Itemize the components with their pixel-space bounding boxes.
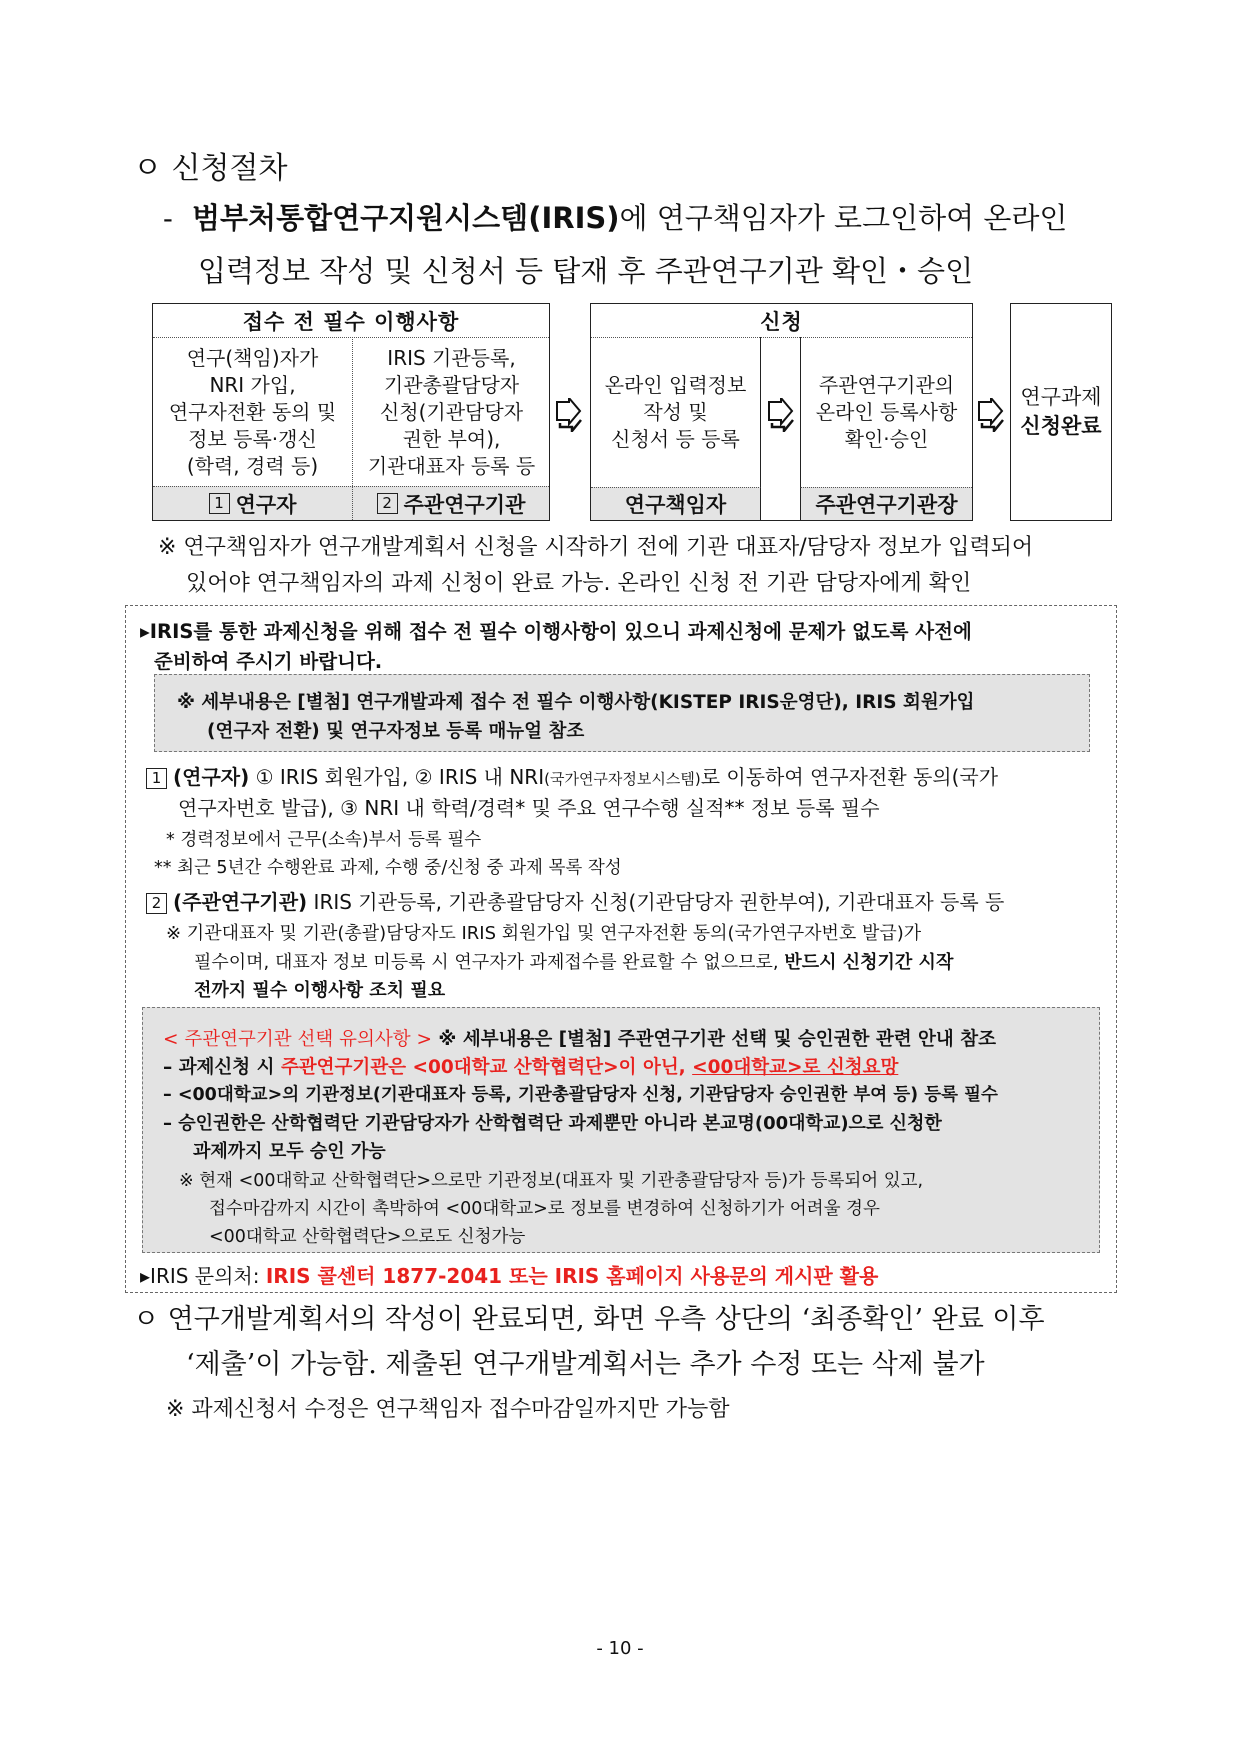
manual-reference-box (154, 674, 1090, 752)
section-heading: ㅇ 신청절차 (133, 151, 288, 186)
flow-step-text: IRIS 기관등록, 기관총괄담당자 신청(기관담당자 권한 부여), 기관대표자 등록 등 (367, 345, 536, 478)
notice-line: 준비하여 주시기 바랍니다. (154, 650, 383, 673)
flow-arrow-icon (976, 398, 1004, 436)
flow-group-title: 신청 (591, 304, 972, 338)
flow-complete-line2: 신청완료 (1020, 414, 1102, 438)
item-label: (연구자) (173, 765, 250, 789)
flow-step-text: 연구(책임)자가 NRI 가입, 연구자전환 동의 및 정보 등록·갱신 (학력, 경력 등) (168, 345, 337, 478)
procedure-line-1 (163, 196, 1067, 237)
flow-step-text: 주관연구기관의 온라인 등록사항 확인·승인 (815, 372, 958, 451)
triangle-bullet-icon: ▸ (140, 1264, 151, 1288)
dash-mark: - (163, 201, 173, 235)
flow-arrow-icon (764, 398, 798, 436)
iris-system-name: 범부처통합연구지원시스템(IRIS) (192, 201, 620, 235)
iris-contact (140, 1260, 878, 1289)
flow-complete-line1: 연구과제 (1020, 385, 1102, 409)
selection-item: – <00대학교>의 기관정보(기관대표자 등록, 기관총괄담당자 신청, 기관담당자 승인권한 부여 등) 등록 필수 (163, 1085, 998, 1105)
triangle-bullet-icon: ▸ (140, 620, 150, 643)
flow-footer-institution (352, 487, 549, 520)
selection-title-label: < 주관연구기관 선택 유의사항 > (163, 1029, 432, 1050)
procedure-text-1: 에 연구책임자가 로그인하여 온라인 (619, 201, 1068, 235)
institution-requirement (146, 886, 1004, 915)
notice-box (125, 605, 1117, 1293)
note-line: 있어야 연구책임자의 과제 신청이 완료 가능. 온라인 신청 전 기관 담당자에게 확인 (186, 571, 972, 596)
flow-step-complete (1010, 303, 1112, 521)
selection-title-ref: ※ 세부내용은 [별첨] 주관연구기관 선택 및 승인권한 관련 안내 참조 (431, 1029, 996, 1050)
footnote: ** 최근 5년간 수행완료 과제, 수행 중/신청 중 과제 목록 작성 (154, 858, 622, 878)
selection-note: 접수마감까지 시간이 촉박하여 <00대학교>로 정보를 변경하여 신청하기가 어려울 경우 (209, 1199, 880, 1219)
flow-footer-director: 주관연구기관장 (800, 487, 972, 520)
flow-group-title: 접수 전 필수 이행사항 (153, 304, 549, 338)
flow-group-application (590, 303, 973, 521)
flow-footer-label: 연구자 (235, 492, 297, 517)
selection-note: ※ 현재 <00대학교 산학협력단>으로만 기관정보(대표자 및 기관총괄담당자 등)가 등록되어 있고, (179, 1171, 924, 1191)
item-label: (주관연구기관) (173, 890, 308, 914)
note-text: 필수이며, 대표자 정보 미등록 시 연구자가 과제접수를 완료할 수 없으므로, (194, 952, 785, 973)
institution-note: 전까지 필수 이행사항 조치 필요 (194, 980, 446, 1001)
page-number: - 10 - (596, 1638, 644, 1659)
item-text: ① IRIS 회원가입, ② IRIS 내 NRI (249, 765, 545, 789)
researcher-requirement (146, 761, 998, 790)
reference-line: ※ 세부내용은 [별첨] 연구개발과제 접수 전 필수 이행사항(KISTEP IRIS운영단), IRIS 회원가입 (177, 692, 975, 713)
flow-group-prerequisites (152, 303, 550, 521)
flow-footer-pi: 연구책임자 (591, 487, 761, 520)
selection-title (163, 1025, 996, 1051)
institution-note: ※ 기관대표자 및 기관(총괄)담당자도 IRIS 회원가입 및 연구자전환 동의(국가연구자번호 발급)가 (166, 923, 922, 944)
institution-selection-box (142, 1007, 1100, 1253)
contact-label: IRIS 문의처: (150, 1264, 266, 1288)
flow-group-footer (153, 486, 549, 520)
flow-step-text: 온라인 입력정보 작성 및 신청서 등 등록 (604, 372, 747, 451)
footnote: * 경력정보에서 근무(소속)부서 등록 필수 (166, 830, 482, 850)
item-text: IRIS 기관등록, 기관총괄담당자 신청(기관담당자 권한부여), 기관대표자 등록 등 (307, 890, 1005, 914)
selection-item-cont: 과제까지 모두 승인 가능 (193, 1141, 386, 1162)
item-small-text: (국가연구자정보시스템) (544, 770, 701, 788)
notice-text: IRIS를 통한 과제신청을 위해 접수 전 필수 이행사항이 있으니 과제신청에 문제가 없도록 사전에 (149, 620, 972, 643)
selection-note: <00대학교 산학협력단>으로도 신청가능 (209, 1227, 526, 1247)
flow-footer-researcher (153, 487, 352, 520)
item-text: 로 이동하여 연구자전환 동의(국가 (700, 765, 999, 789)
modification-note: ※ 과제신청서 수정은 연구책임자 접수마감일까지만 가능함 (166, 1397, 730, 1422)
selection-text: – 과제신청 시 (163, 1057, 281, 1078)
number-box: 2 (377, 493, 398, 514)
submission-note-cont: ‘제출’이 가능함. 제출된 연구개발계획서는 추가 수정 또는 삭제 불가 (186, 1349, 985, 1380)
selection-red-underline: <00대학교>로 신청요망 (692, 1057, 899, 1078)
institution-note (194, 948, 953, 974)
number-box: 1 (146, 768, 167, 789)
note-line: ※ 연구책임자가 연구개발계획서 신청을 시작하기 전에 기관 대표자/담당자 정보가 입력되어 (158, 535, 1034, 560)
flow-footer-label: 주관연구기관 (403, 492, 526, 517)
selection-item (163, 1053, 898, 1079)
submission-note: ㅇ 연구개발계획서의 작성이 완료되면, 화면 우측 상단의 ‘최종확인’ 완료 이후 (133, 1304, 1045, 1335)
selection-item: – 승인권한은 산학협력단 기관담당자가 산학협력단 과제뿐만 아니라 본교명(00대학교)으로 신청한 (163, 1113, 942, 1134)
number-box: 2 (146, 893, 167, 914)
reference-line: (연구자 전환) 및 연구자정보 등록 매뉴얼 참조 (207, 721, 585, 742)
number-box: 1 (209, 493, 230, 514)
selection-red-text: 주관연구기관은 <00대학교 산학협력단>이 아닌, (280, 1057, 693, 1078)
note-emphasis: 반드시 신청기간 시작 (784, 952, 954, 973)
contact-value: IRIS 콜센터 1877-2041 또는 IRIS 홈페이지 사용문의 게시판 활용 (265, 1264, 879, 1288)
researcher-requirement-cont: 연구자번호 발급), ③ NRI 내 학력/경력* 및 주요 연구수행 실적** 정보 등록 필수 (178, 796, 880, 820)
notice-line (140, 616, 972, 644)
flow-arrow-icon (554, 398, 582, 436)
procedure-line-2: 입력정보 작성 및 신청서 등 탑재 후 주관연구기관 확인・승인 (198, 254, 974, 288)
